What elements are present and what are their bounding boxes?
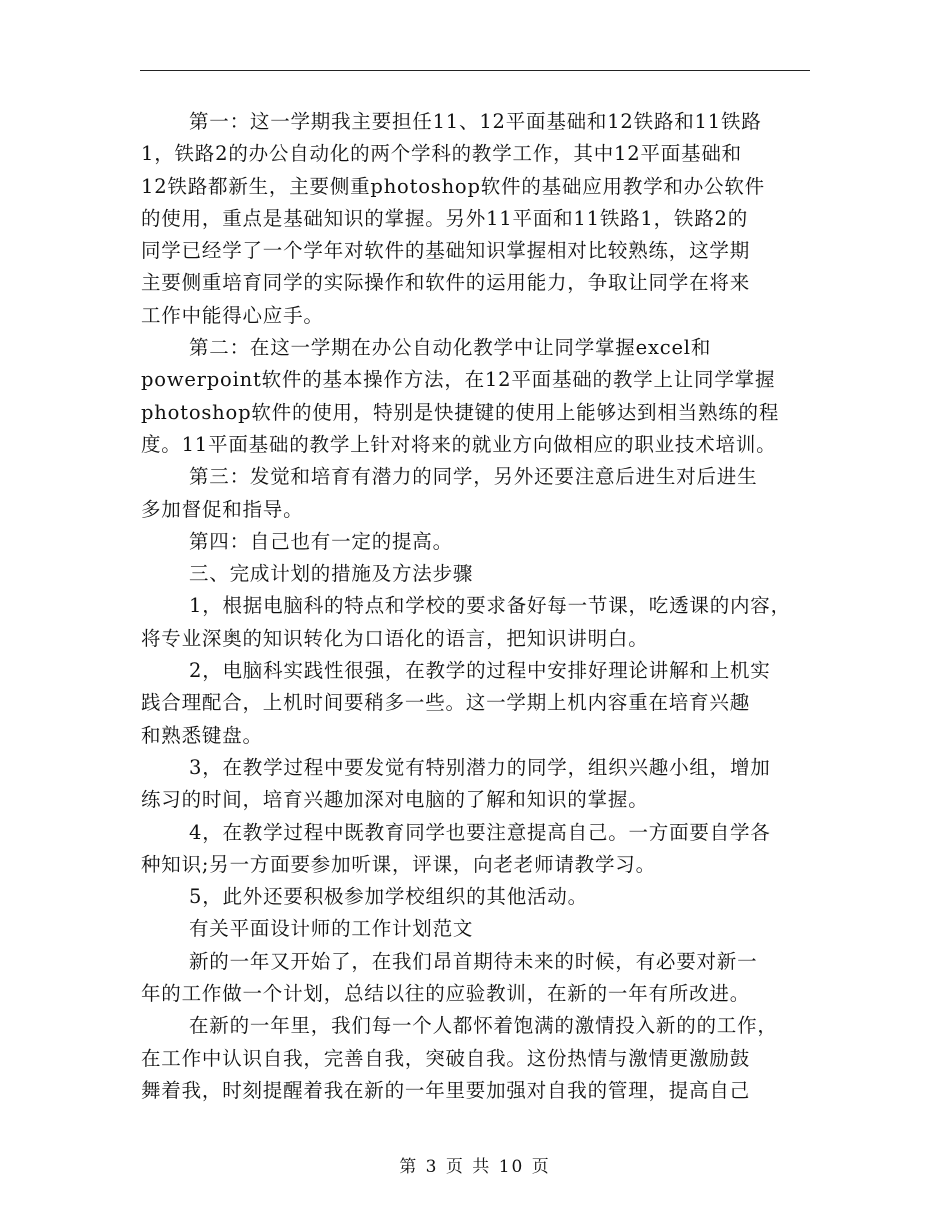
text-line: 第一：这一学期我主要担任11、12平面基础和12铁路和11铁路 xyxy=(189,110,762,133)
header-rule xyxy=(140,70,810,71)
text-line: 同学已经学了一个学年对软件的基础知识掌握相对比较熟练，这学期 xyxy=(141,239,751,263)
text-line: 和熟悉键盘。 xyxy=(141,723,263,747)
text-line: 三、完成计划的措施及方法步骤 xyxy=(189,562,474,586)
text-line: 4，在教学过程中既教育同学也要注意提高自己。一方面要自学各 xyxy=(189,820,771,844)
text-line: 3，在教学过程中要发觉有特别潜力的同学，组织兴趣小组，增加 xyxy=(189,755,771,779)
text-line: 年的工作做一个计划，总结以往的应验教训，在新的一年有所改进。 xyxy=(141,982,751,1006)
text-line: 种知识;另一方面要参加听课，评课，向老老师请教学习。 xyxy=(141,852,656,876)
text-line: 将专业深奥的知识转化为口语化的语言，把知识讲明白。 xyxy=(141,626,649,650)
text-line: 5，此外还要积极参加学校组织的其他活动。 xyxy=(189,885,588,909)
text-line: 工作中能得心应手。 xyxy=(141,303,324,327)
text-line: 练习的时间，培育兴趣加深对电脑的了解和知识的掌握。 xyxy=(141,788,649,812)
text-line: 舞着我，时刻提醒着我在新的一年里要加强对自我的管理，提高自己 xyxy=(141,1078,751,1102)
text-line: 的使用，重点是基础知识的掌握。另外11平面和11铁路1，铁路2的 xyxy=(141,206,749,230)
text-line: photoshop软件的使用，特别是快捷键的使用上能够达到相当熟练的程 xyxy=(141,400,780,424)
text-line: 多加督促和指导。 xyxy=(141,497,304,521)
text-line: 新的一年又开始了，在我们昂首期待未来的时候，有必要对新一 xyxy=(189,949,758,973)
text-line: 2，电脑科实践性很强，在教学的过程中安排好理论讲解和上机实 xyxy=(189,659,771,683)
text-line: 在工作中认识自我，完善自我，突破自我。这份热情与激情更激励鼓 xyxy=(141,1046,751,1070)
text-line: powerpoint软件的基本操作方法，在12平面基础的教学上让同学掌握 xyxy=(141,368,776,392)
text-line: 第四：自己也有一定的提高。 xyxy=(189,529,453,553)
text-line: 第二：在这一学期在办公自动化教学中让同学掌握excel和 xyxy=(189,336,712,360)
text-line: 践合理配合，上机时间要稍多一些。这一学期上机内容重在培育兴趣 xyxy=(141,691,751,715)
text-line: 在新的一年里，我们每一个人都怀着饱满的激情投入新的的工作， xyxy=(189,1014,778,1038)
text-line: 第三：发觉和培育有潜力的同学，另外还要注意后进生对后进生 xyxy=(189,465,758,489)
text-line: 主要侧重培育同学的实际操作和软件的运用能力，争取让同学在将来 xyxy=(141,271,751,295)
text-line: 1，铁路2的办公自动化的两个学科的教学工作，其中12平面基础和 xyxy=(141,142,742,166)
page-number-footer: 第 3 页 共 10 页 xyxy=(399,1157,551,1177)
text-line: 12铁路都新生，主要侧重photoshop软件的基础应用教学和办公软件 xyxy=(141,174,765,198)
text-line: 1，根据电脑科的特点和学校的要求备好每一节课，吃透课的内容， xyxy=(189,594,791,618)
text-line: 有关平面设计师的工作计划范文 xyxy=(189,917,474,941)
text-line: 度。11平面基础的教学上针对将来的就业方向做相应的职业技术培训。 xyxy=(141,432,777,456)
document-body xyxy=(141,106,813,1107)
